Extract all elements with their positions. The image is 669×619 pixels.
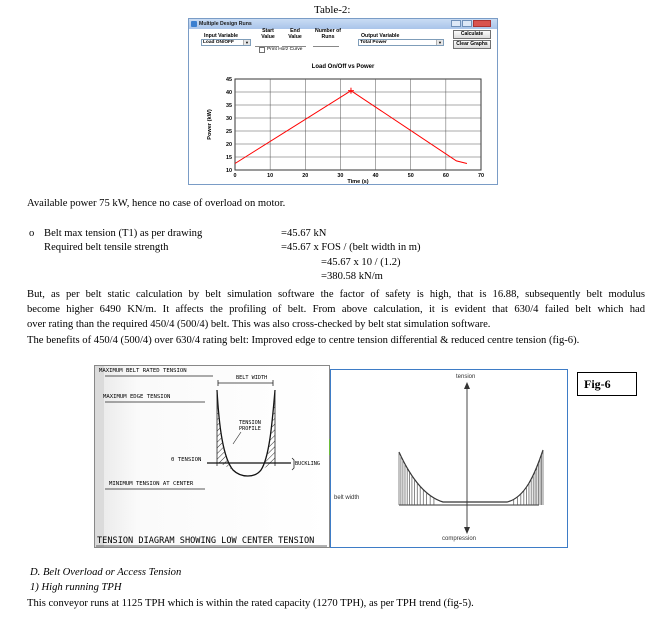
minimize-button[interactable]	[451, 20, 461, 27]
zero-tension-label: 0 TENSION	[171, 457, 202, 463]
x-tick-label: 40	[372, 173, 379, 179]
y-axis-label: Power (kW)	[207, 109, 213, 140]
x-tick-label: 30	[337, 173, 344, 179]
chevron-down-icon: ▼	[436, 40, 443, 45]
multiple-design-runs-window	[188, 18, 498, 185]
y-tick-label: 10	[226, 168, 232, 174]
buckling-label: BUCKLING	[295, 461, 320, 467]
app-icon	[191, 21, 197, 27]
final-paragraph: This conveyor runs at 1125 TPH which is within the rated capacity (1270 TPH), as per TPH trend (fig-5).	[27, 598, 474, 609]
paragraph-1-line-2: become higher 6490 KN/m. It affects the profiling of belt. From above calculation, it is evident that 630/4 failed belt which had	[27, 304, 645, 315]
maximize-button[interactable]	[462, 20, 472, 27]
belt-max-tension-label: Belt max tension (T1) as per drawing	[44, 228, 203, 239]
max-belt-rated-tension-label: MAXIMUM BELT RATED TENSION	[99, 368, 187, 374]
belt-max-tension-value: =45.67 kN	[281, 228, 327, 239]
input-variable-label: Input Variable	[204, 33, 239, 39]
y-tick-label: 15	[226, 155, 232, 161]
window-title: Multiple Design Runs	[199, 21, 252, 27]
x-tick-label: 0	[233, 173, 237, 179]
calc-line-2: =45.67 x 10 / (1.2)	[321, 257, 401, 268]
tension-profile-plot	[330, 369, 568, 548]
start-value-input[interactable]	[255, 40, 279, 47]
required-strength-label: Required belt tensile strength	[44, 242, 169, 253]
tension-profile-svg	[331, 370, 567, 547]
x-tick-label: 10	[267, 173, 274, 179]
x-tick-label: 70	[478, 173, 484, 179]
x-tick-label: 20	[302, 173, 309, 179]
y-tick-label: 45	[226, 77, 232, 83]
close-button[interactable]	[473, 20, 491, 27]
chevron-down-icon: ▼	[243, 40, 250, 45]
min-tension-center-label: MINIMUM TENSION AT CENTER	[109, 481, 194, 487]
clear-graphs-button[interactable]: Clear Graphs	[453, 40, 491, 49]
number-of-runs-input[interactable]	[313, 40, 339, 47]
input-variable-value: Load ON/OFF	[203, 40, 234, 45]
y-tick-label: 40	[226, 90, 232, 96]
belt-width-label: BELT WIDTH	[236, 375, 268, 381]
tension-profile-line-2: PROFILE	[239, 426, 261, 432]
print-horz-curve-checkbox[interactable]	[259, 47, 265, 53]
start-value-label: Start Value	[261, 28, 275, 40]
section-d1-heading: 1) High running TPH	[30, 582, 122, 593]
output-variable-label: Output Variable	[361, 33, 400, 39]
output-variable-value: Total Power	[360, 40, 387, 45]
paragraph-1-line-3: over rating than the required 450/4 (500/4) belt. This was also cross-checked by belt stat simulation software.	[27, 319, 491, 330]
paragraph-1-line-1: But, as per belt static calculation by belt simulation software the factor of safety is high, that is 16.88, subsequently belt modulus	[27, 289, 645, 300]
max-edge-tension-label: MAXIMUM EDGE TENSION	[103, 394, 171, 400]
tension-diagram-scan	[94, 365, 330, 548]
x-tick-label: 50	[407, 173, 414, 179]
available-power-text: Available power 75 kW, hence no case of overload on motor.	[27, 198, 286, 209]
compression-axis-label: compression	[442, 536, 477, 542]
y-tick-label: 35	[226, 103, 232, 109]
diagram-caption: TENSION DIAGRAM SHOWING LOW CENTER TENSION	[97, 536, 315, 546]
paragraph-2: The benefits of 450/4 (500/4) over 630/4 rating belt: Improved edge to centre tension differential & reduced centre tension (fig-6).	[27, 335, 580, 346]
x-tick-label: 60	[442, 173, 449, 179]
tension-profile-label	[239, 420, 261, 432]
section-d-heading: D. Belt Overload or Access Tension	[30, 567, 182, 578]
table-caption: Table-2:	[314, 4, 351, 16]
end-value-input[interactable]	[282, 40, 306, 47]
print-horz-curve-label: Print Horz Curve	[267, 47, 303, 52]
output-variable-dropdown[interactable]	[358, 39, 444, 46]
calc-line-1: =45.67 x FOS / (belt width in m)	[281, 242, 421, 253]
x-axis-label: Time (s)	[347, 179, 369, 185]
y-tick-label: 20	[226, 142, 232, 148]
tension-profile-line-1: TENSION	[239, 420, 261, 426]
tension-axis-label: tension	[456, 374, 476, 380]
y-tick-label: 25	[226, 129, 232, 135]
input-variable-dropdown[interactable]	[201, 39, 251, 46]
chart-title: Load On/Off vs Power	[311, 64, 375, 70]
end-value-label: End Value	[288, 28, 302, 40]
plot-area	[235, 79, 481, 170]
y-tick-label: 30	[226, 116, 232, 122]
bullet-icon: o	[29, 228, 35, 239]
power-chart	[189, 73, 497, 185]
number-of-runs-label: Number of Runs	[315, 28, 341, 40]
fig-6-label: Fig-6	[577, 372, 637, 396]
calc-line-3: =380.58 kN/m	[321, 271, 383, 282]
belt-width-axis-label: belt width	[334, 495, 360, 501]
calculate-button[interactable]: Calculate	[453, 30, 491, 39]
